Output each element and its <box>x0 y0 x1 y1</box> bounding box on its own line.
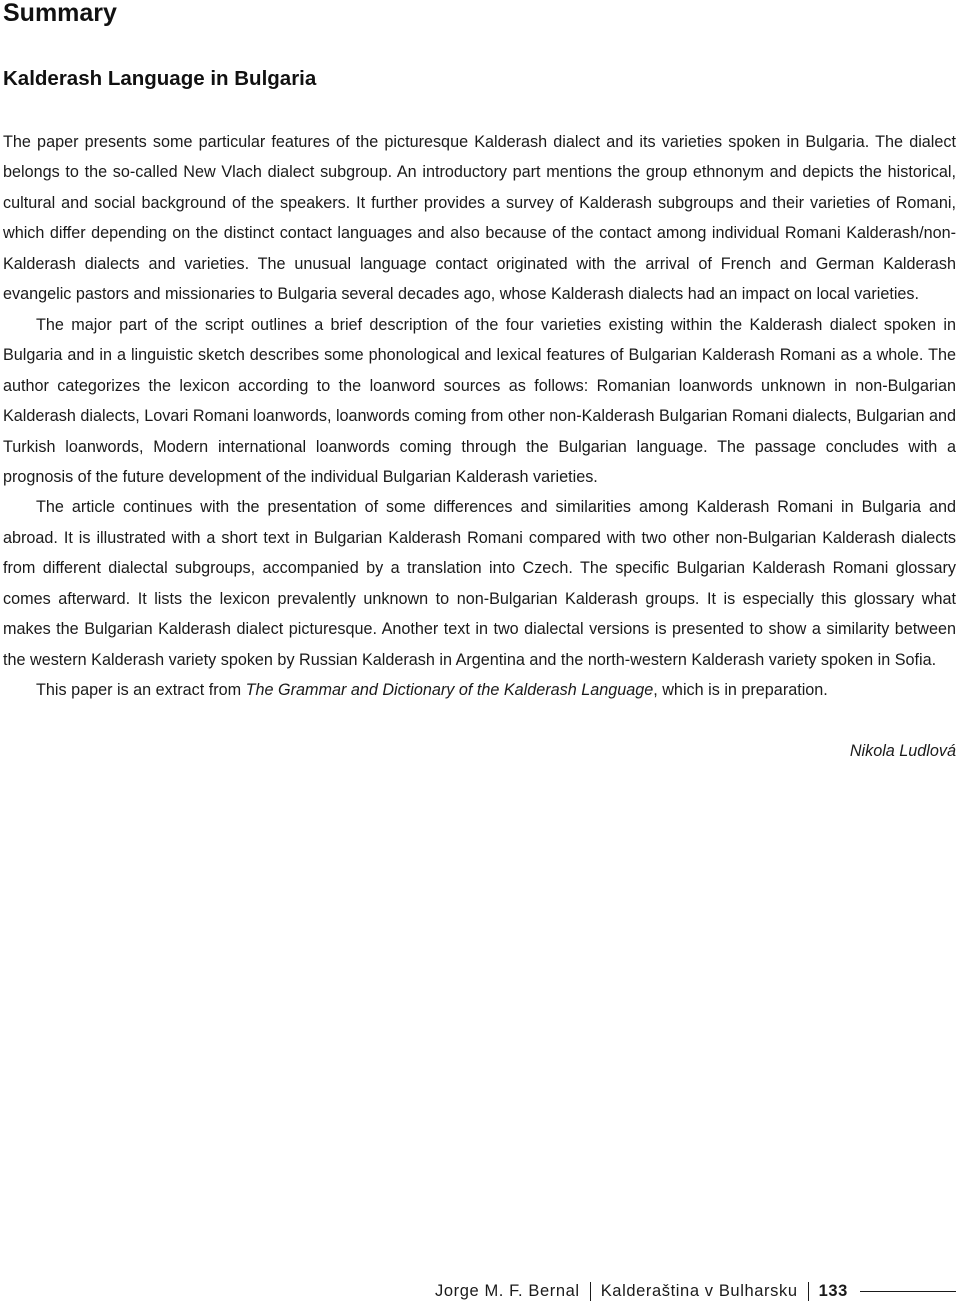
document-page <box>3 0 956 766</box>
footer-separator <box>590 1282 591 1301</box>
paragraph-4-text-start: This paper is an extract from <box>36 681 246 700</box>
footer-author: Jorge M. F. Bernal <box>435 1281 580 1300</box>
summary-body <box>3 127 956 706</box>
book-title: The Grammar and Dictionary of the Kalderash Language <box>245 681 654 700</box>
section-heading: Summary <box>3 0 117 27</box>
author-signature: Nikola Ludlová <box>849 741 956 760</box>
paragraph-1: The paper presents some particular features of the picturesque Kalderash dialect and its varieties spoken in Bulgaria. The dialect belongs to the so-called New Vlach dialect subgroup. An introductory part mentions the group ethnonym and depicts the historical, cultural and social background of the speakers. It further provides a survey of Kalderash subgroups and their varieties of Romani, which differ depending on the distinct contact languages and also because of the contact among individual Romani Kalderash/non-Kalderash dialects and varieties. The unusual language contact originated with the arrival of French and German Kalderash evangelic pastors and missionaries to Bulgaria several decades ago, whose Kalderash dialects had an impact on local varieties. <box>3 133 956 304</box>
page-number: 133 <box>818 1281 848 1300</box>
paragraph-4 <box>3 675 956 705</box>
footer-separator <box>808 1282 809 1301</box>
page-footer <box>435 1278 956 1304</box>
footer-title: Kalderaština v Bulharsku <box>600 1281 798 1300</box>
paragraph-3: The article continues with the presentation of some differences and similarities among Kalderash Romani in Bulgaria and abroad. It is illustrated with a short text in Bulgarian Kalderash Romani compared with two other non-Bulgarian Kalderash dialects from different dialectal subgroups, accompanied by a translation into Czech. The specific Bulgarian Kalderash Romani glossary comes afterward. It lists the lexicon prevalently unknown to non-Bulgarian Kalderash groups. It is especially this glossary what makes the Bulgarian Kalderash dialect picturesque. Another text in two dialectal versions is presented to show a similarity between the western Kalderash variety spoken by Russian Kalderash in Argentina and the north-western Kalderash variety spoken in Sofia. <box>3 498 956 669</box>
footer-rule <box>860 1291 956 1292</box>
paragraph-4-text-end: , which is in preparation. <box>653 681 828 700</box>
article-title: Kalderash Language in Bulgaria <box>3 67 317 90</box>
paragraph-2: The major part of the script outlines a brief description of the four varieties existing within the Kalderash dialect spoken in Bulgaria and in a linguistic sketch describes some phonological and lexical features of Bulgarian Kalderash Romani as a whole. The author categorizes the lexicon according to the loanword sources as follows: Romanian loanwords unknown in non-Bulgarian Kalderash dialects, Lovari Romani loanwords, loanwords coming from other non-Kalderash Bulgarian Romani dialects, Bulgarian and Turkish loanwords, Modern international loanwords coming through the Bulgarian language. The passage concludes with a prognosis of the future development of the individual Bulgarian Kalderash varieties. <box>3 315 956 486</box>
